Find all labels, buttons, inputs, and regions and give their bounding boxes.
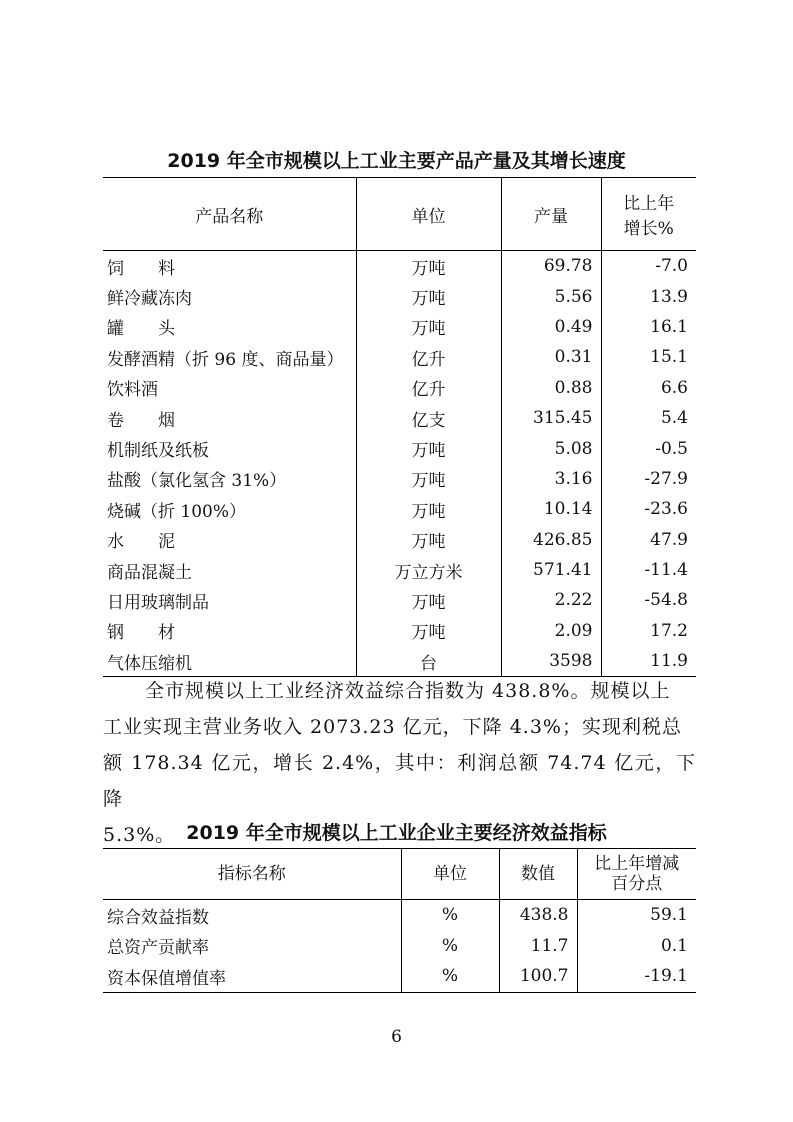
table-row: [103, 555, 696, 585]
row-value: 10.14: [501, 494, 601, 524]
paragraph-line1: 全市规模以上工业经济效益综合指数为 438.8%。规模以上: [145, 680, 671, 702]
row-change: 0.1: [577, 931, 696, 962]
row-name: 钢 材: [107, 623, 175, 644]
product-output-table: [103, 177, 696, 677]
row-unit: 万吨: [356, 251, 501, 282]
row-growth: 5.4: [601, 403, 696, 433]
row-growth: -7.0: [601, 251, 696, 282]
table1-title: 2019 年全市规模以上工业主要产品产量及其增长速度: [167, 150, 626, 172]
row-value: 3598: [501, 646, 601, 677]
row-unit: 万吨: [356, 312, 501, 342]
table-row: [103, 403, 696, 433]
row-name: 卷 烟: [107, 410, 175, 431]
table-row: [103, 251, 696, 282]
row-growth: -54.8: [601, 585, 696, 615]
row-unit: %: [401, 931, 499, 962]
header-change: [577, 849, 696, 900]
row-name: 气体压缩机: [103, 646, 356, 677]
table2-header-row: [103, 849, 696, 900]
row-growth: -11.4: [601, 555, 696, 585]
row-name: 商品混凝土: [107, 562, 192, 583]
header-change-line2: 百分点: [611, 874, 663, 894]
table-row: [103, 931, 696, 962]
table-row: [103, 342, 696, 372]
row-value: 0.31: [501, 342, 601, 372]
row-value: 69.78: [501, 251, 601, 282]
header-product-name: 产品名称: [103, 178, 356, 251]
table-row: [103, 433, 696, 463]
table1-header-row: [103, 178, 696, 251]
row-name: 饲 料: [107, 258, 175, 279]
row-value: 438.8: [499, 900, 577, 931]
efficiency-indicator-table: [103, 848, 696, 993]
row-unit: 万吨: [356, 494, 501, 524]
row-unit: 万吨: [356, 433, 501, 463]
header-unit: 单位: [401, 849, 499, 900]
table-row: [103, 464, 696, 494]
row-growth: 17.2: [601, 616, 696, 646]
row-unit: 万吨: [356, 616, 501, 646]
table-row: [103, 585, 696, 615]
header-value: 数值: [499, 849, 577, 900]
row-name: 日用玻璃制品: [107, 592, 209, 613]
row-name: 鲜冷藏冻肉: [107, 289, 192, 310]
row-unit: 万吨: [356, 525, 501, 555]
row-growth: 16.1: [601, 312, 696, 342]
table-row: [103, 616, 696, 646]
table2-title: 2019 年全市规模以上工业企业主要经济效益指标: [186, 822, 607, 844]
row-growth: -0.5: [601, 433, 696, 463]
row-value: 3.16: [501, 464, 601, 494]
row-unit: 万立方米: [356, 555, 501, 585]
row-change: 59.1: [577, 900, 696, 931]
row-name: 资本保值增值率: [103, 961, 401, 992]
row-value: 5.08: [501, 433, 601, 463]
row-value: 2.22: [501, 585, 601, 615]
row-growth: 15.1: [601, 342, 696, 372]
row-name: 综合效益指数: [107, 907, 209, 928]
header-growth-line1: 比上年: [623, 194, 675, 214]
row-value: 315.45: [501, 403, 601, 433]
row-growth: 6.6: [601, 373, 696, 403]
row-growth: 13.9: [601, 281, 696, 311]
row-unit: 亿升: [356, 342, 501, 372]
table-row: [103, 312, 696, 342]
row-name: 机制纸及纸板: [107, 441, 209, 462]
page-number: 6: [391, 1027, 402, 1047]
header-indicator-name: 指标名称: [103, 849, 401, 900]
row-unit: 亿支: [356, 403, 501, 433]
row-growth: -23.6: [601, 494, 696, 524]
table-row: [103, 373, 696, 403]
row-value: 2.09: [501, 616, 601, 646]
table-row: [103, 961, 696, 992]
row-name: 烧碱（折 100%）: [107, 501, 247, 522]
row-unit: 万吨: [356, 281, 501, 311]
row-value: 571.41: [501, 555, 601, 585]
row-value: 5.56: [501, 281, 601, 311]
header-growth: [601, 178, 696, 251]
row-name: 发酵酒精（折 96 度、商品量）: [107, 349, 344, 370]
row-name: 水 泥: [107, 532, 175, 553]
table-row: [103, 494, 696, 524]
row-unit: %: [401, 961, 499, 992]
row-growth: 11.9: [601, 646, 696, 677]
row-value: 0.88: [501, 373, 601, 403]
row-name: 罐 头: [107, 319, 175, 340]
row-unit: 万吨: [356, 585, 501, 615]
row-unit: 台: [356, 646, 501, 677]
header-output: 产量: [501, 178, 601, 251]
paragraph-line2: 工业实现主营业务收入 2073.23 亿元，下降 4.3%；实现利税总: [103, 716, 682, 738]
table-row: [103, 525, 696, 555]
paragraph-line3: 额 178.34 亿元，增长 2.4%，其中：利润总额 74.74 亿元，下降: [103, 752, 696, 810]
row-name: 饮料酒: [107, 380, 158, 401]
row-value: 11.7: [499, 931, 577, 962]
row-name: 总资产贡献率: [107, 938, 209, 959]
row-value: 100.7: [499, 961, 577, 992]
row-unit: 万吨: [356, 464, 501, 494]
header-unit: 单位: [356, 178, 501, 251]
row-growth: 47.9: [601, 525, 696, 555]
row-value: 426.85: [501, 525, 601, 555]
header-growth-line2: 增长%: [623, 219, 674, 239]
table-row: [103, 900, 696, 931]
row-unit: %: [401, 900, 499, 931]
header-change-line1: 比上年增减: [594, 854, 680, 874]
row-change: -19.1: [577, 961, 696, 992]
row-name: 盐酸（氯化氢含 31%）: [107, 471, 287, 492]
paragraph-line4: 5.3%。: [103, 824, 176, 846]
row-unit: 亿升: [356, 373, 501, 403]
row-value: 0.49: [501, 312, 601, 342]
row-growth: -27.9: [601, 464, 696, 494]
table-row: [103, 281, 696, 311]
